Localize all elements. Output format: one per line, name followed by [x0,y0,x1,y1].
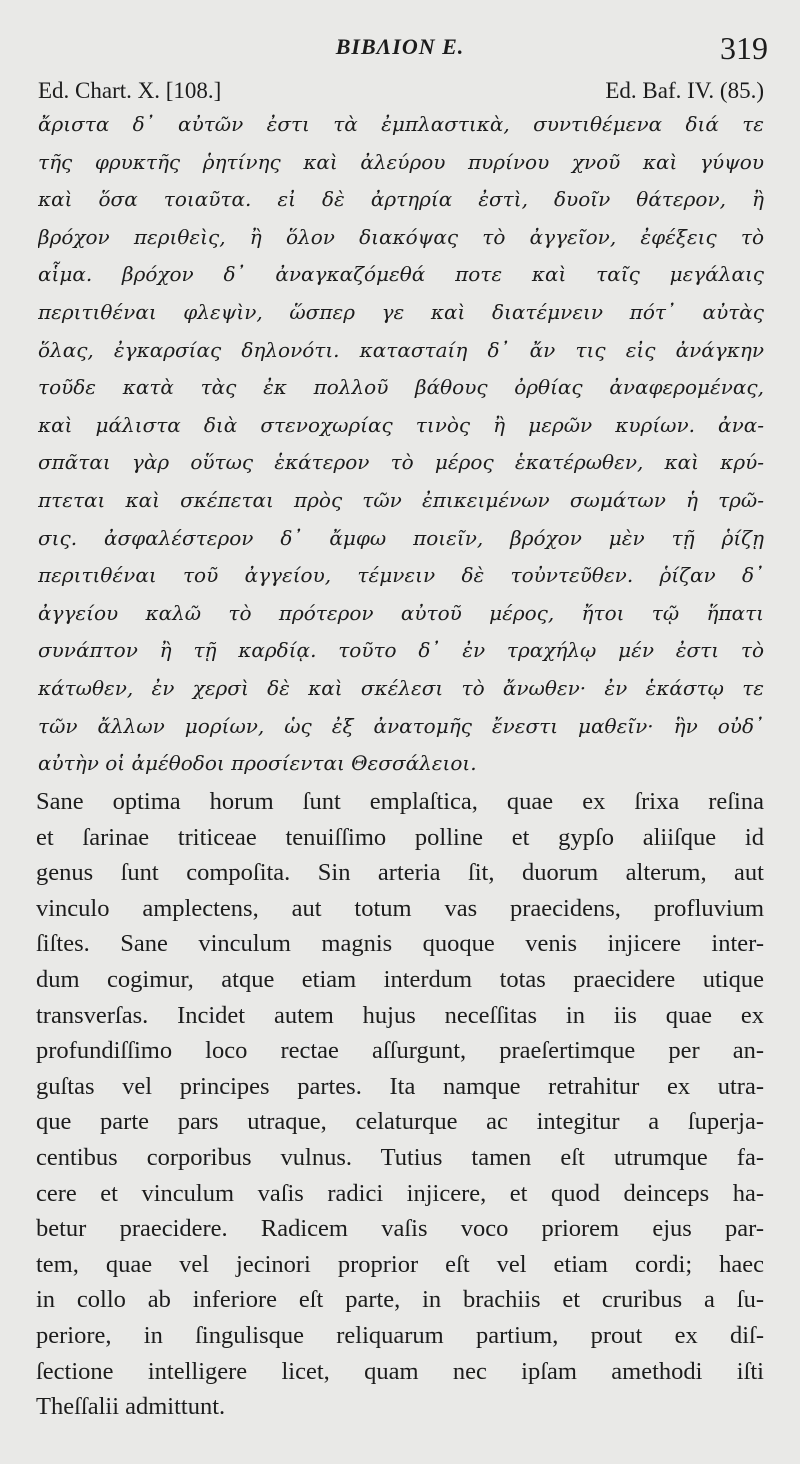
greek-line: ὅλας, ἐγκαρσίας δηλονότι. καταστaίη δ᾿ ἄν τις εἰς ἀνάγκην [38,337,764,362]
latin-line: tem, quae vel jecinori proprior eſt vel etiam cordi; haec [36,1250,764,1278]
greek-line: σις. ἀσφαλέστερον δ᾿ ἄμφω ποιεῖν, βρόχον μὲν τῇ ῥίζῃ [38,525,764,550]
greek-line: ἀγγείου καλῶ τὸ πρότερον αὐτοῦ μέρος, ἤτοι τῷ ἥπατι [38,600,764,625]
latin-line: profundiſſimo loco rectae aſſurgunt, praeſertimque per an- [36,1037,764,1065]
greek-line: καὶ ὅσα τοιαῦτα. εἰ δὲ ἀρτηρία ἐστὶ, δυοῖν θάτερον, ἢ [38,187,764,212]
latin-line: in collo ab inferiore eſt parte, in brachiis et cruribus a ſu- [36,1286,764,1314]
latin-line: centibus corporibus vulnus. Tutius tamen eſt utrumque fa- [36,1143,764,1171]
greek-line: πτεται καὶ σκέπεται πρὸς τῶν ἐπικειμένων σωμάτων ἡ τρῶ- [38,487,764,512]
greek-line: περιτιθέναι φλεψὶν, ὥσπερ γε καὶ διατέμνειν πότ᾿ αὐτὰς [38,299,764,324]
latin-line: ſectione intelligere licet, quam nec ipſam amethodi iſti [36,1357,764,1385]
latin-line: cere et vinculum vaſis radici injicere, et quod deinceps ha- [36,1179,764,1207]
latin-line: dum cogimur, atque etiam interdum totas praecidere utique [36,965,764,993]
latin-line: ſiſtes. Sane vinculum magnis quoque venis injicere inter- [36,930,764,958]
latin-line: betur praecidere. Radicem vaſis voco priorem ejus par- [36,1215,764,1243]
edition-chartier: Ed. Chart. X. [108.] [38,78,222,103]
latin-line: guſtas vel principes partes. Ita namque retrahitur ex utra- [36,1072,764,1100]
latin-line: vinculo amplectens, aut totum vas praecidens, profluvium [36,894,764,922]
greek-line: αὐτὴν οἱ ἀμέθοδοι προσίενται Θεσσάλειοι. [38,751,477,776]
greek-line: ἄριστα δ᾿ αὐτῶν ἐστι τὰ ἐμπλαστικὰ, συντιθέμενα διά τε [38,112,764,136]
greek-line: βρόχον περιθεὶς, ἢ ὅλον διακόψας τὸ ἀγγεῖον, ἐφέξεις τὸ [38,224,764,249]
greek-line: τῶν ἄλλων μορίων, ὡς ἐξ ἀνατομῆς ἔνεστι μαθεῖν· ἣν οὐδ᾿ [38,713,764,738]
latin-line: genus ſunt compoſita. Sin arteria ſit, duorum alterum, aut [36,859,764,887]
edition-basel: Ed. Baf. IV. (85.) [605,78,764,103]
latin-line: Sane optima horum ſunt emplaſtica, quae ex ſrixa reſina [36,788,764,815]
latin-line: periore, in ſingulisque reliquarum partium, prout ex diſ- [36,1321,764,1349]
edition-reference-line [38,78,764,108]
greek-line: αἷμα. βρόχον δ᾿ ἀναγκαζόμεθά ποτε καὶ ταῖς μεγάλαις [38,262,764,287]
greek-line: τοῦδε κατὰ τὰς ἐκ πολλοῦ βάθους ὀρθίας ἀναφερομένας, [38,375,764,400]
latin-text-block [36,784,764,1425]
running-head [0,28,800,68]
greek-text-block [38,106,764,783]
latin-line: transverſas. Incidet autem hujus neceſſitas in iis quae ex [36,1001,764,1029]
latin-line: que parte pars utraque, celaturque ac integitur a ſuperja- [36,1108,764,1136]
greek-line: κάτωθεν, ἐν χερσὶ δὲ καὶ σκέλεσι τὸ ἄνωθεν· ἐν ἑκάστῳ τε [38,675,764,700]
greek-line: σπᾶται γὰρ οὕτως ἑκάτερον τὸ μέρος ἑκατέρωθεν, καὶ κρύ- [38,450,764,475]
book-title: BIBΛΙΟΝ Ε. [335,34,465,59]
latin-line: Theſſalii admittunt. [36,1393,226,1421]
greek-line: συνάπτον ἢ τῇ καρδίᾳ. τοῦτο δ᾿ ἐν τραχήλῳ μέν ἐστι τὸ [38,638,764,663]
latin-line: et ſarinae triticeae tenuiſſimo polline et gypſo aliiſque id [36,823,764,851]
page-number: 319 [720,30,768,66]
greek-line: καὶ μάλιστα διὰ στενοχωρίας τινὸς ἢ μερῶν κυρίων. ἀνα- [38,412,764,437]
greek-line: τῆς φρυκτῆς ῥητίνης καὶ ἀλεύρου πυρίνου χνοῦ καὶ γύψου [38,149,764,174]
greek-line: περιτιθέναι τοῦ ἀγγείου, τέμνειν δὲ τοὐντεῦθεν. ῥίζαν δ᾿ [38,563,764,588]
